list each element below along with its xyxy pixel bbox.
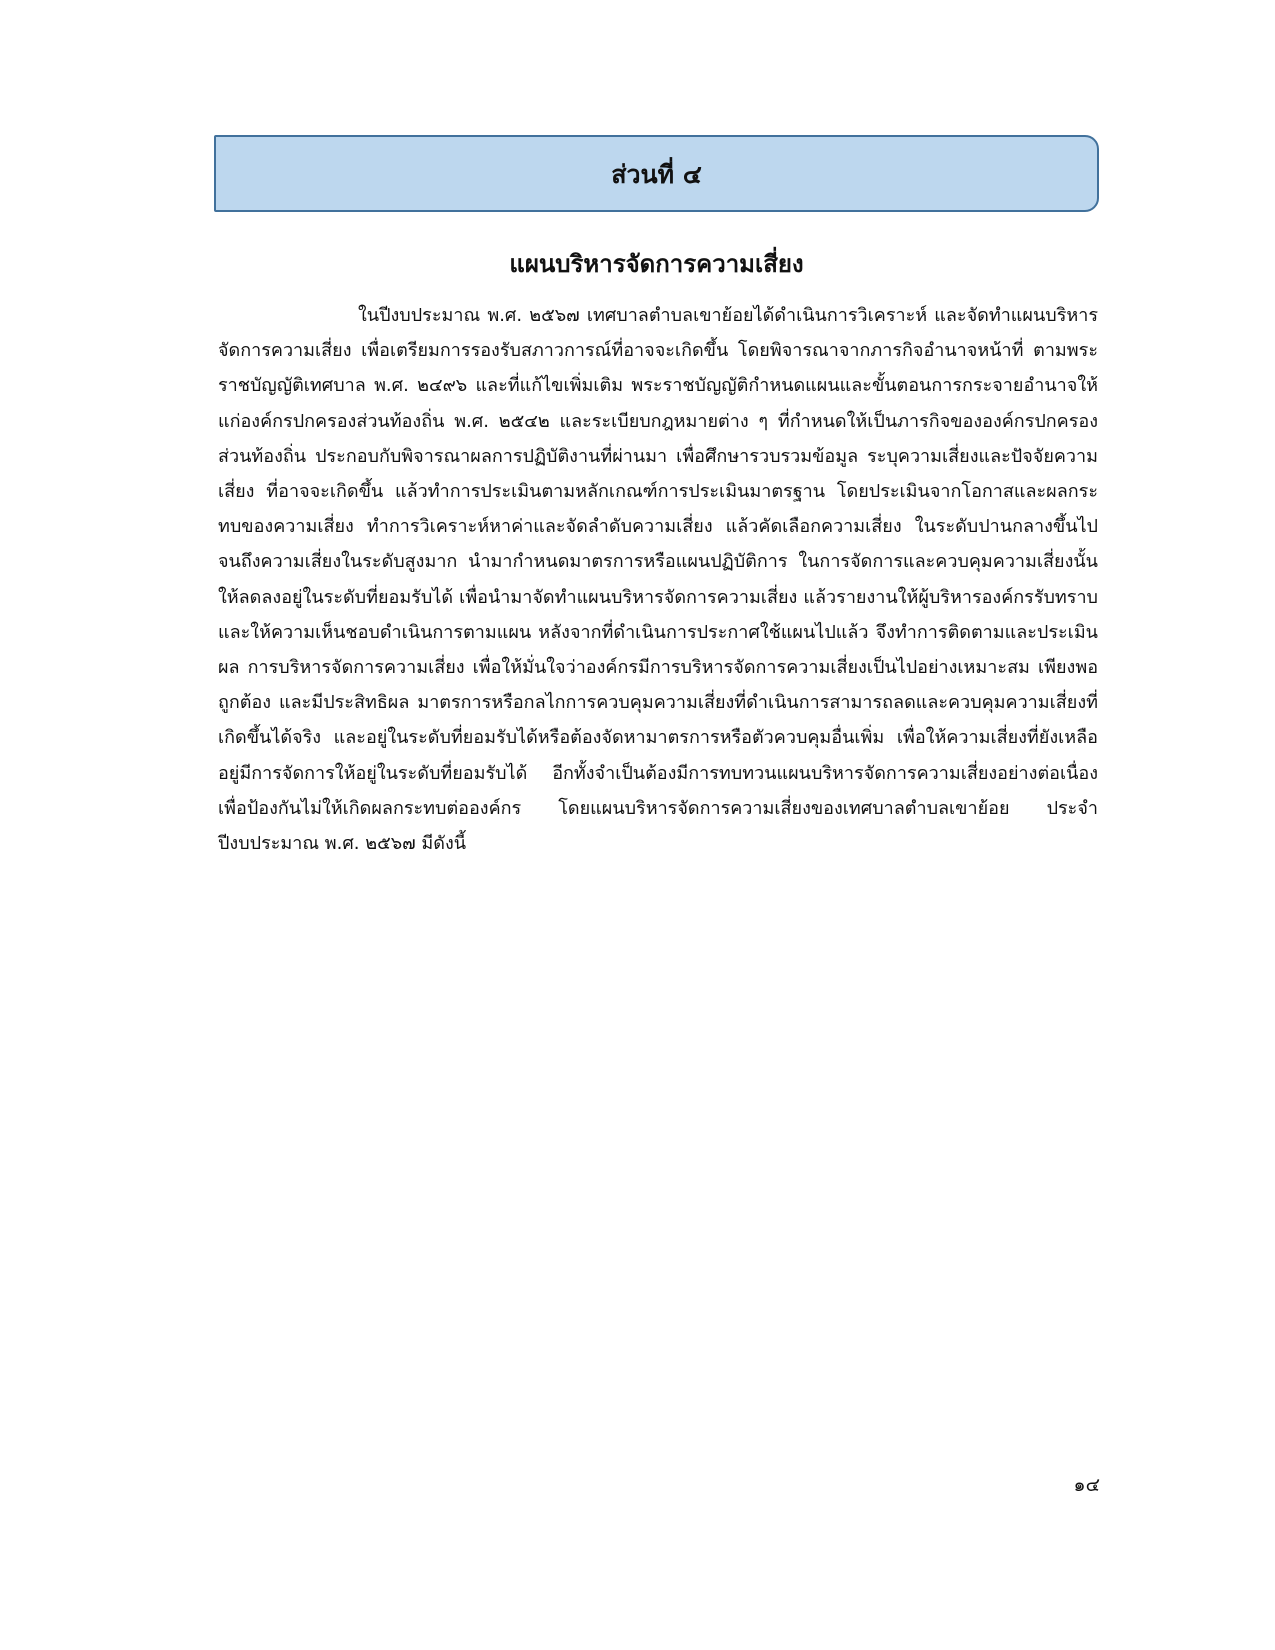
- section-title: ส่วนที่ ๔: [611, 159, 702, 189]
- page-number: ๑๔: [1073, 1474, 1100, 1496]
- section-banner: [214, 135, 1099, 212]
- body-paragraph: ในปีงบประมาณ พ.ศ. ๒๕๖๗ เทศบาลตำบลเขาย้อยได้ดำเนินการวิเคราะห์ และจัดทำแผนบริหารจัดการความเสี่ยง เพื่อเตรียมการรองรับสภาวการณ์ที่อาจจะเกิดขึ้น โดยพิจารณาจากภารกิจอำนาจหน้าที่ ตามพระราชบัญญัติเทศบาล พ.ศ. ๒๔๙๖ และที่แก้ไขเพิ่มเติม พระราชบัญญัติกำหนดแผนและขั้นตอนการกระจายอำนาจให้แก่องค์กรปกครองส่วนท้องถิ่น พ.ศ. ๒๕๔๒ และระเบียบกฎหมายต่าง ๆ ที่กำหนดให้เป็นภารกิจขององค์กรปกครองส่วนท้องถิ่น ประกอบกับพิจารณาผลการปฏิบัติงานที่ผ่านมา เพื่อศึกษารวบรวมข้อมูล ระบุความเสี่ยงและปัจจัยความเสี่ยง ที่อาจจะเกิดขึ้น แล้วทำการประเมินตามหลักเกณฑ์การประเมินมาตรฐาน โดยประเมินจากโอกาสและผลกระทบของความเสี่ยง ทำการวิเคราะห์หาค่าและจัดลำดับความเสี่ยง แล้วคัดเลือกความเสี่ยง ในระดับปานกลางขึ้นไป จนถึงความเสี่ยงในระดับสูงมาก นำมากำหนดมาตรการหรือแผนปฏิบัติการ ในการจัดการและควบคุมความเสี่ยงนั้น ให้ลดลงอยู่ในระดับที่ยอมรับได้ เพื่อนำมาจัดทำแผนบริหารจัดการความเสี่ยง แล้วรายงานให้ผู้บริหารองค์กรรับทราบ และให้ความเห็นชอบดำเนินการตามแผน หลังจากที่ดำเนินการประกาศใช้แผนไปแล้ว จึงทำการติดตามและประเมินผล การบริหารจัดการความเสี่ยง เพื่อให้มั่นใจว่าองค์กรมีการบริหารจัดการความเสี่ยงเป็นไปอย่างเหมาะสม เพียงพอ ถูกต้อง และมีประสิทธิผล มาตรการหรือกลไกการควบคุมความเสี่ยงที่ดำเนินการสามารถลดและควบคุมความเสี่ยงที่เกิดขึ้นได้จริง และอยู่ในระดับที่ยอมรับได้หรือต้องจัดหามาตรการหรือตัวควบคุมอื่นเพิ่ม เพื่อให้ความเสี่ยงที่ยังเหลืออยู่มีการจัดการให้อยู่ในระดับที่ยอมรับได้ อีกทั้งจำเป็นต้องมีการทบทวนแผนบริหารจัดการความเสี่ยงอย่างต่อเนื่อง เพื่อป้องกันไม่ให้เกิดผลกระทบต่อองค์กร โดยแผนบริหารจัดการความเสี่ยงของเทศบาลตำบลเขาย้อย ประจำปีงบประมาณ พ.ศ. ๒๕๖๗ มีดังนี้: [218, 305, 1098, 855]
- page-title: แผนบริหารจัดการความเสี่ยง: [509, 250, 804, 278]
